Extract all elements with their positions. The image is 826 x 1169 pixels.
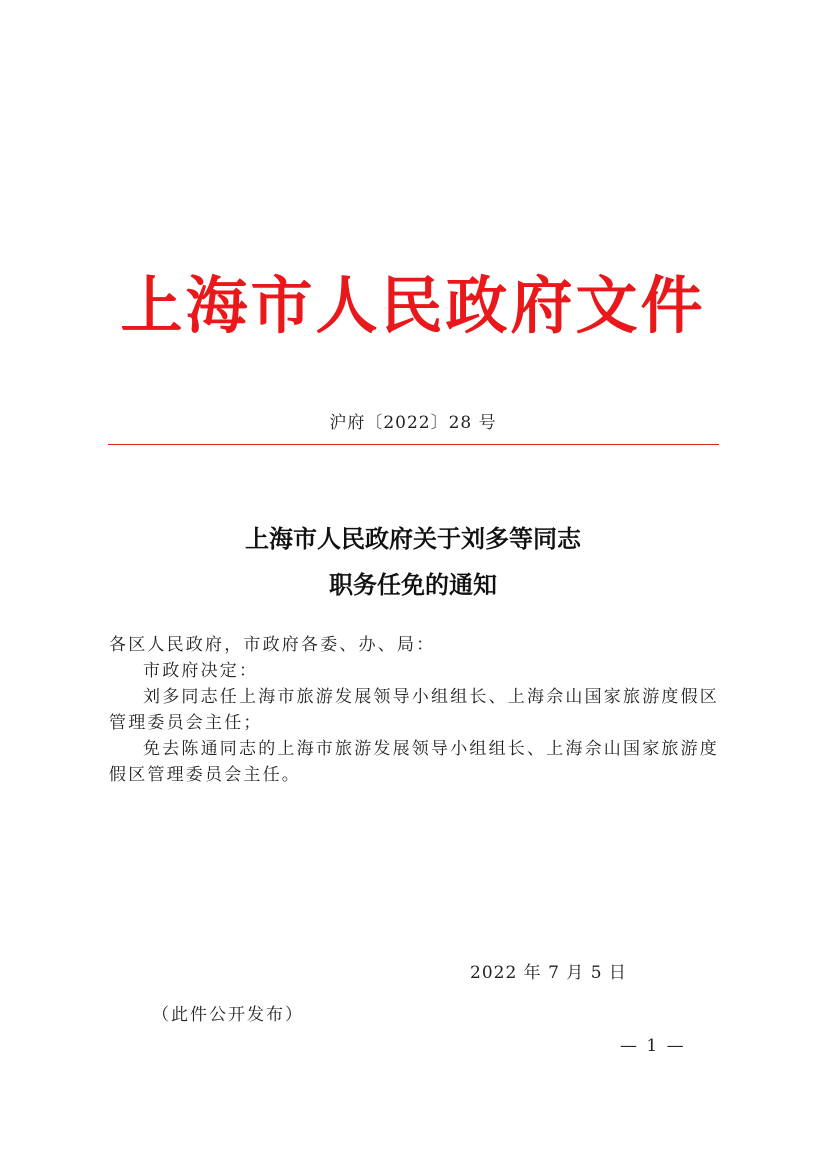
body-paragraph: 刘多同志任上海市旅游发展领导小组组长、上海佘山国家旅游度假区管理委员会主任； [109, 687, 719, 733]
salutation: 各区人民政府，市政府各委、办、局： [109, 635, 436, 655]
publish-note: （此件公开发布） [152, 1005, 304, 1025]
red-divider-line [108, 444, 719, 445]
notice-title-line-2: 职务任免的通知 [329, 570, 497, 599]
document-number: 沪府〔2022〕28 号 [329, 413, 497, 433]
notice-title-line-1: 上海市人民政府关于刘多等同志 [245, 524, 581, 553]
body-paragraph: 免去陈通同志的上海市旅游发展领导小组组长、上海佘山国家旅游度假区管理委员会主任。 [109, 739, 719, 785]
notice-body [109, 632, 721, 788]
issue-date: 2022 年 7 月 5 日 [470, 963, 627, 983]
page-number: — 1 — [620, 1036, 686, 1056]
masthead-title: 上海市人民政府文件 [120, 269, 706, 342]
notice-title [0, 516, 826, 608]
body-paragraph: 市政府决定： [143, 661, 259, 681]
